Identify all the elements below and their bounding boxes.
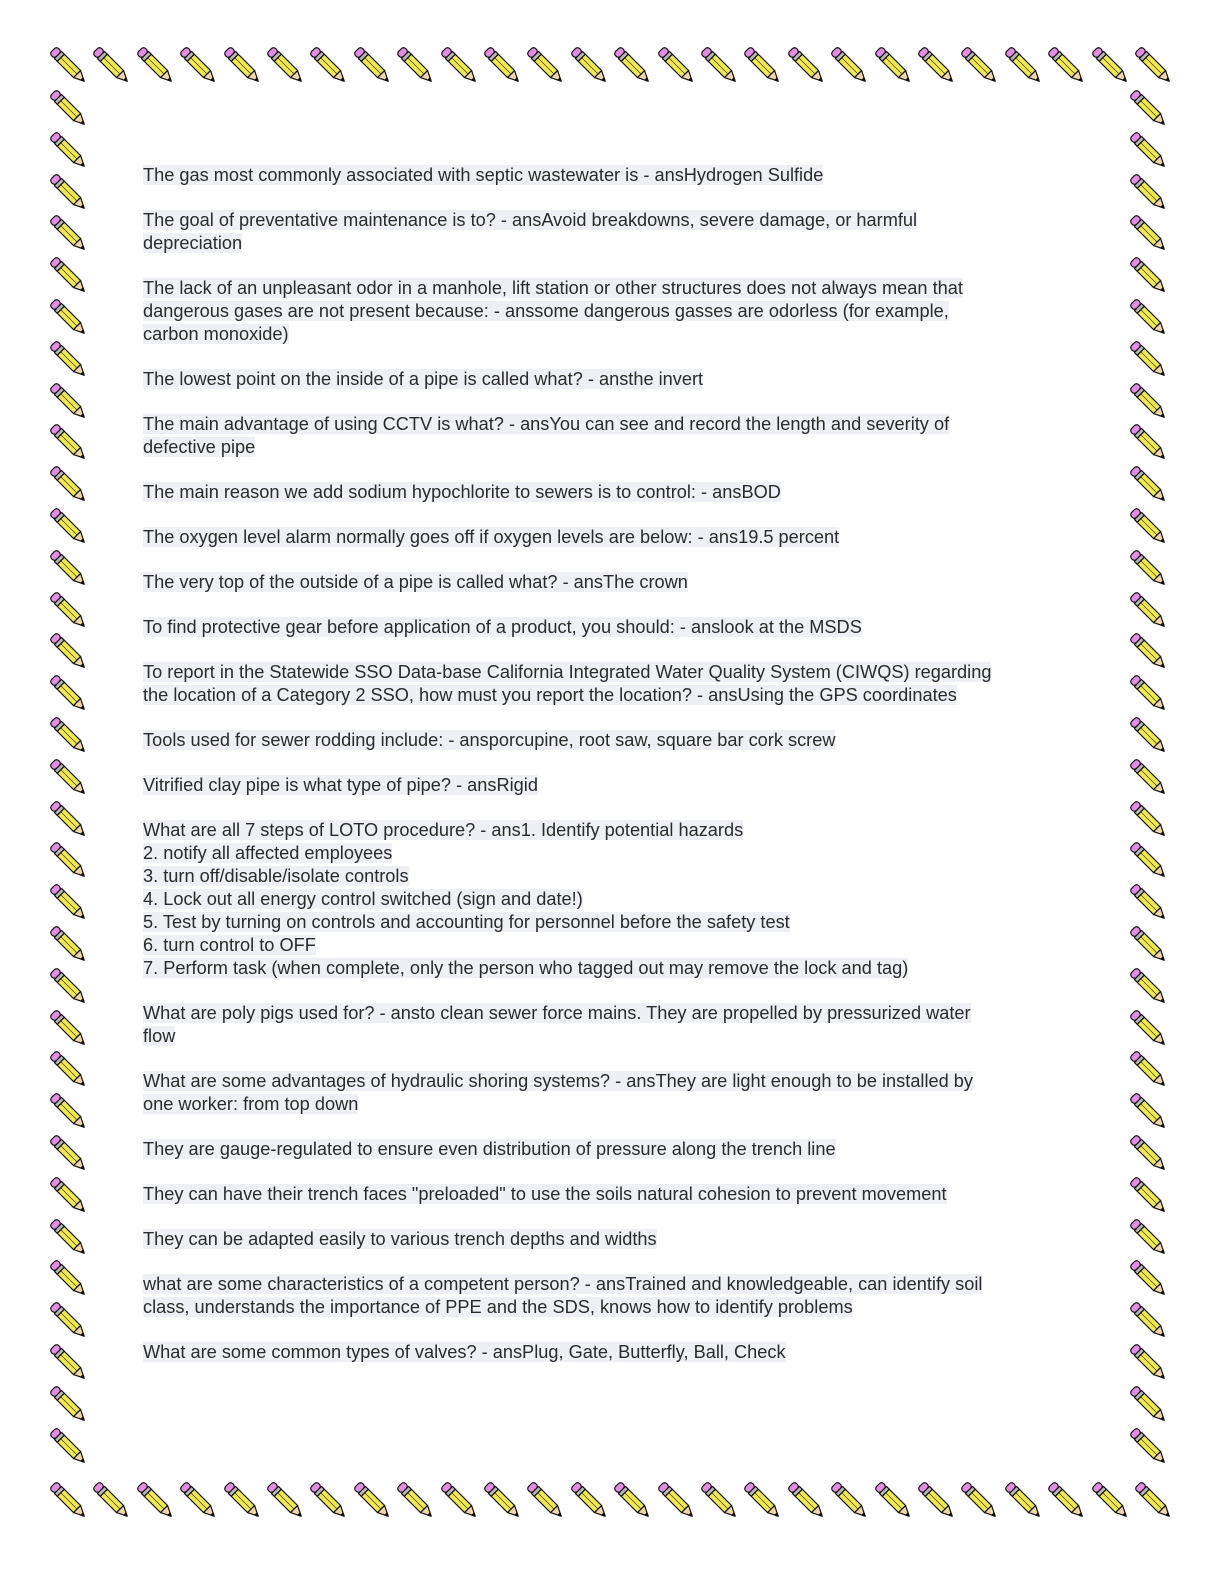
qa-text: flow — [143, 1026, 176, 1046]
pencil-icon — [48, 1300, 92, 1344]
pencil-icon — [48, 297, 92, 341]
pencil-icon — [742, 45, 786, 89]
qa-line — [143, 1296, 1078, 1319]
qa-entry — [143, 209, 1078, 255]
qa-text: The main reason we add sodium hypochlorite to sewers is to control: - ansBOD — [143, 482, 781, 502]
qa-text: What are all 7 steps of LOTO procedure? - ans1. Identify potential hazards — [143, 820, 744, 840]
pencil-icon — [1128, 1384, 1172, 1428]
pencil-icon — [1128, 840, 1172, 884]
qa-entry — [143, 1002, 1078, 1048]
qa-entry — [143, 1138, 1078, 1161]
qa-line — [143, 1070, 1078, 1093]
qa-entry — [143, 729, 1078, 752]
qa-text: 7. Perform task (when complete, only the person who tagged out may remove the lock and tag) — [143, 958, 909, 978]
pencil-icon — [569, 45, 613, 89]
qa-text: what are some characteristics of a competent person? - ansTrained and knowledgeable, can identify soil — [143, 1274, 983, 1294]
pencil-icon — [1128, 506, 1172, 550]
pencil-icon — [1128, 1175, 1172, 1219]
pencil-icon — [1128, 130, 1172, 174]
qa-text: 6. turn control to OFF — [143, 935, 316, 955]
pencil-icon — [1090, 1480, 1134, 1524]
qa-line — [143, 684, 1078, 707]
qa-entry — [143, 819, 1078, 980]
pencil-icon — [135, 45, 179, 89]
qa-entry — [143, 1273, 1078, 1319]
pencil-icon — [48, 1049, 92, 1093]
pencil-icon — [352, 1480, 396, 1524]
qa-text: carbon monoxide) — [143, 324, 289, 344]
pencil-icon — [786, 45, 830, 89]
pencil-icon — [48, 799, 92, 843]
qa-line — [143, 277, 1078, 300]
pencil-icon — [48, 88, 92, 132]
pencil-icon — [959, 1480, 1003, 1524]
qa-line — [143, 729, 1078, 752]
qa-line — [143, 842, 1078, 865]
pencil-icon — [525, 1480, 569, 1524]
pencil-icon — [1128, 464, 1172, 508]
qa-line — [143, 413, 1078, 436]
pencil-icon — [1128, 631, 1172, 675]
pencil-icon — [48, 673, 92, 717]
qa-line — [143, 888, 1078, 911]
pencil-icon — [482, 45, 526, 89]
pencil-icon — [1128, 1342, 1172, 1386]
pencil-icon — [1046, 1480, 1090, 1524]
pencil-icon — [48, 213, 92, 257]
pencil-icon — [265, 1480, 309, 1524]
pencil-icon — [1128, 1049, 1172, 1093]
qa-line — [143, 1002, 1078, 1025]
pencil-icon — [1133, 1480, 1177, 1524]
pencil-icon — [48, 381, 92, 425]
qa-text: The main advantage of using CCTV is what? - ansYou can see and record the length and severity of — [143, 414, 950, 434]
pencil-icon — [1090, 45, 1134, 89]
qa-text: defective pipe — [143, 437, 256, 457]
qa-entry — [143, 413, 1078, 459]
qa-text: Tools used for sewer rodding include: - ansporcupine, root saw, square bar cork screw — [143, 730, 836, 750]
pencil-icon — [525, 45, 569, 89]
pencil-icon — [48, 506, 92, 550]
pencil-icon — [1128, 1008, 1172, 1052]
pencil-icon — [135, 1480, 179, 1524]
pencil-icon — [48, 548, 92, 592]
pencil-icon — [699, 1480, 743, 1524]
qa-text: depreciation — [143, 233, 243, 253]
qa-text: What are poly pigs used for? - ansto clean sewer force mains. They are propelled by pressurized water — [143, 1003, 971, 1023]
pencil-icon — [829, 1480, 873, 1524]
pencil-icon — [48, 1175, 92, 1219]
qa-line — [143, 1025, 1078, 1048]
pencil-icon — [48, 840, 92, 884]
pencil-icon — [48, 1091, 92, 1135]
pencil-icon — [48, 631, 92, 675]
qa-text: The lack of an unpleasant odor in a manhole, lift station or other structures does not always mean that — [143, 278, 963, 298]
qa-text: The very top of the outside of a pipe is called what? - ansThe crown — [143, 572, 688, 592]
pencil-icon — [395, 45, 439, 89]
pencil-icon — [829, 45, 873, 89]
qa-text: What are some common types of valves? - ansPlug, Gate, Butterfly, Ball, Check — [143, 1342, 786, 1362]
pencil-icon — [1128, 966, 1172, 1010]
qa-line — [143, 571, 1078, 594]
pencil-icon — [178, 45, 222, 89]
qa-entry — [143, 571, 1078, 594]
pencil-icon — [742, 1480, 786, 1524]
pencil-icon — [48, 1008, 92, 1052]
qa-line — [143, 1138, 1078, 1161]
pencil-icon — [1128, 590, 1172, 634]
pencil-icon — [48, 590, 92, 634]
pencil-icon — [1133, 45, 1177, 89]
qa-text: class, understands the importance of PPE and the SDS, knows how to identify problems — [143, 1297, 853, 1317]
pencil-icon — [873, 45, 917, 89]
pencil-icon — [1128, 1300, 1172, 1344]
pencil-icon — [569, 1480, 613, 1524]
qa-line — [143, 1183, 1078, 1206]
qa-line — [143, 774, 1078, 797]
qa-entry — [143, 277, 1078, 346]
qa-line — [143, 661, 1078, 684]
qa-line — [143, 1093, 1078, 1116]
qa-text: To report in the Statewide SSO Data-base California Integrated Water Quality System (CIWQS) regarding — [143, 662, 992, 682]
pencil-icon — [308, 1480, 352, 1524]
qa-text: dangerous gases are not present because: - anssome dangerous gasses are odorless (for example, — [143, 301, 949, 321]
qa-text: 2. notify all affected employees — [143, 843, 393, 863]
qa-line — [143, 300, 1078, 323]
pencil-icon — [48, 464, 92, 508]
pencil-icon — [1128, 715, 1172, 759]
pencil-icon — [48, 1258, 92, 1302]
qa-line — [143, 232, 1078, 255]
pencil-icon — [1128, 213, 1172, 257]
pencil-icon — [48, 339, 92, 383]
qa-text: the location of a Category 2 SSO, how must you report the location? - ansUsing the GPS coordinates — [143, 685, 957, 705]
pencil-icon — [91, 45, 135, 89]
qa-text: Vitrified clay pipe is what type of pipe? - ansRigid — [143, 775, 538, 795]
pencil-icon — [1128, 339, 1172, 383]
pencil-icon — [1128, 757, 1172, 801]
pencil-icon — [48, 882, 92, 926]
qa-line — [143, 368, 1078, 391]
pencil-icon — [48, 1384, 92, 1428]
pencil-icon — [308, 45, 352, 89]
qa-line — [143, 436, 1078, 459]
pencil-icon — [1128, 88, 1172, 132]
pencil-icon — [612, 1480, 656, 1524]
pencil-icon — [1128, 381, 1172, 425]
pencil-icon — [48, 1426, 92, 1470]
pencil-icon — [48, 172, 92, 216]
qa-text: The goal of preventative maintenance is to? - ansAvoid breakdowns, severe damage, or harmful — [143, 210, 918, 230]
qa-line — [143, 481, 1078, 504]
qa-text: What are some advantages of hydraulic shoring systems? - ansThey are light enough to be installed by — [143, 1071, 974, 1091]
pencil-icon — [439, 45, 483, 89]
pencil-icon — [439, 1480, 483, 1524]
qa-text: The gas most commonly associated with septic wastewater is - ansHydrogen Sulfide — [143, 165, 824, 185]
pencil-icon — [1128, 1091, 1172, 1135]
qa-entry — [143, 526, 1078, 549]
qa-entry — [143, 1070, 1078, 1116]
pencil-icon — [222, 45, 266, 89]
pencil-icon — [1128, 1258, 1172, 1302]
qa-line — [143, 934, 1078, 957]
pencil-icon — [48, 255, 92, 299]
pencil-icon — [916, 1480, 960, 1524]
pencil-icon — [699, 45, 743, 89]
pencil-icon — [1128, 297, 1172, 341]
pencil-icon — [656, 1480, 700, 1524]
pencil-icon — [48, 966, 92, 1010]
pencil-icon — [1003, 45, 1047, 89]
qa-line — [143, 526, 1078, 549]
pencil-icon — [48, 45, 92, 89]
pencil-icon — [482, 1480, 526, 1524]
pencil-icon — [1128, 1217, 1172, 1261]
qa-list — [143, 164, 1078, 1386]
qa-entry — [143, 481, 1078, 504]
qa-line — [143, 164, 1078, 187]
qa-text: The oxygen level alarm normally goes off if oxygen levels are below: - ans19.5 percent — [143, 527, 840, 547]
pencil-icon — [48, 1217, 92, 1261]
pencil-icon — [1128, 255, 1172, 299]
qa-text: They can be adapted easily to various trench depths and widths — [143, 1229, 657, 1249]
qa-entry — [143, 1183, 1078, 1206]
pencil-icon — [48, 1133, 92, 1177]
qa-text: 4. Lock out all energy control switched (sign and date!) — [143, 889, 583, 909]
pencil-icon — [48, 1480, 92, 1524]
pencil-icon — [1128, 924, 1172, 968]
qa-entry — [143, 1228, 1078, 1251]
qa-entry — [143, 616, 1078, 639]
qa-line — [143, 209, 1078, 232]
pencil-icon — [1128, 548, 1172, 592]
pencil-icon — [1128, 882, 1172, 926]
pencil-icon — [1128, 172, 1172, 216]
pencil-icon — [352, 45, 396, 89]
pencil-icon — [656, 45, 700, 89]
pencil-icon — [178, 1480, 222, 1524]
qa-text: They can have their trench faces "preloaded" to use the soils natural cohesion to prevent movement — [143, 1184, 947, 1204]
qa-text: They are gauge-regulated to ensure even distribution of pressure along the trench line — [143, 1139, 836, 1159]
qa-line — [143, 1273, 1078, 1296]
qa-text: To find protective gear before application of a product, you should: - anslook at the MSDS — [143, 617, 862, 637]
pencil-icon — [1128, 422, 1172, 466]
qa-line — [143, 865, 1078, 888]
pencil-icon — [91, 1480, 135, 1524]
pencil-icon — [222, 1480, 266, 1524]
pencil-icon — [873, 1480, 917, 1524]
pencil-icon — [1128, 1133, 1172, 1177]
pencil-icon — [916, 45, 960, 89]
qa-line — [143, 1341, 1078, 1364]
qa-line — [143, 323, 1078, 346]
pencil-icon — [48, 422, 92, 466]
qa-text: 3. turn off/disable/isolate controls — [143, 866, 409, 886]
qa-line — [143, 616, 1078, 639]
qa-text: one worker: from top down — [143, 1094, 359, 1114]
pencil-icon — [48, 1342, 92, 1386]
pencil-icon — [1128, 1426, 1172, 1470]
pencil-icon — [786, 1480, 830, 1524]
qa-line — [143, 911, 1078, 934]
pencil-icon — [1128, 673, 1172, 717]
qa-entry — [143, 1341, 1078, 1364]
pencil-icon — [48, 715, 92, 759]
pencil-icon — [959, 45, 1003, 89]
qa-entry — [143, 164, 1078, 187]
qa-text: 5. Test by turning on controls and accounting for personnel before the safety test — [143, 912, 790, 932]
qa-entry — [143, 774, 1078, 797]
qa-text: The lowest point on the inside of a pipe is called what? - ansthe invert — [143, 369, 704, 389]
qa-entry — [143, 368, 1078, 391]
pencil-icon — [48, 924, 92, 968]
pencil-icon — [395, 1480, 439, 1524]
pencil-icon — [265, 45, 309, 89]
qa-line — [143, 1228, 1078, 1251]
pencil-icon — [48, 757, 92, 801]
pencil-icon — [48, 130, 92, 174]
pencil-icon — [1128, 799, 1172, 843]
qa-line — [143, 957, 1078, 980]
pencil-icon — [1046, 45, 1090, 89]
qa-entry — [143, 661, 1078, 707]
pencil-icon — [1003, 1480, 1047, 1524]
qa-line — [143, 819, 1078, 842]
pencil-icon — [612, 45, 656, 89]
